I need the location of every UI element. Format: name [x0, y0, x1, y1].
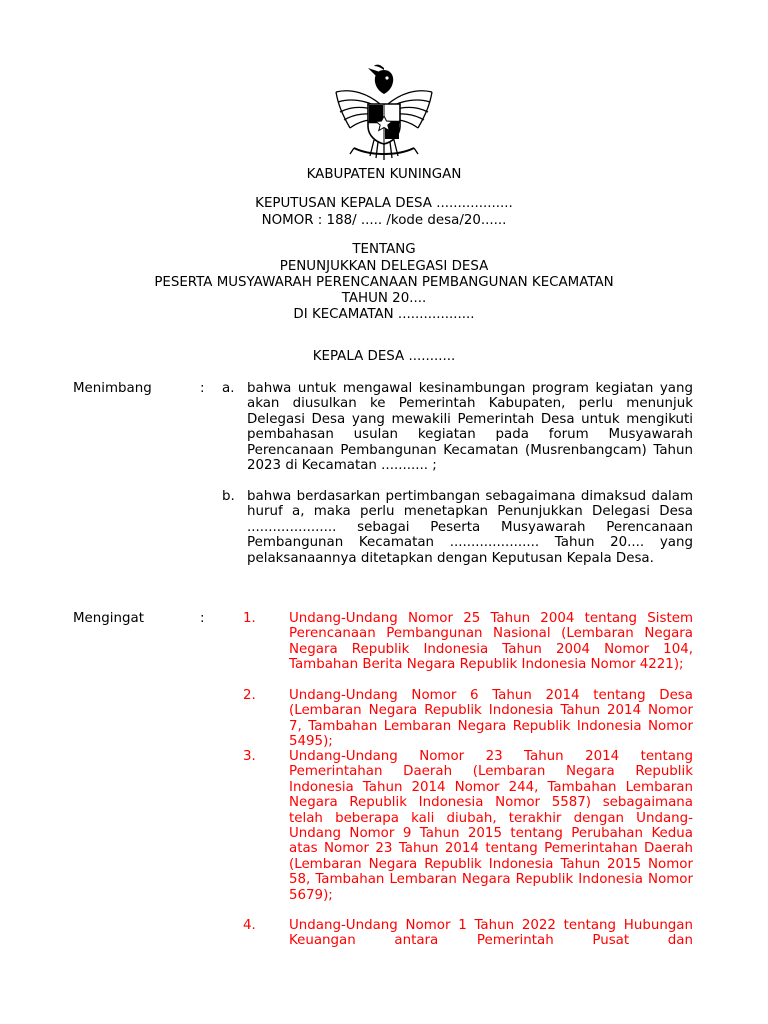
subject-line: PENUNJUKKAN DELEGASI DESA	[279, 259, 489, 274]
garuda-emblem-icon	[330, 64, 438, 164]
subject-line: TAHUN 20....	[341, 291, 427, 306]
subject-line: PESERTA MUSYAWARAH PERENCANAAN PEMBANGUNAN KECAMATAN	[154, 275, 614, 290]
menimbang-item-b: bahwa berdasarkan pertimbangan sebagaimana dimaksud dalam huruf a, maka perlu menetapkan Penunjukkan Delegasi Desa ..................... sebagai Peserta Musyawarah Perencanaan Pembangunan Kecamatan ..................... Tahun 20.... yang pelaksanaannya ditetapkan dengan Keputusan Kepala Desa.	[247, 489, 693, 566]
mengingat-label: Mengingat	[73, 611, 144, 626]
decree-title: KEPUTUSAN KEPALA DESA ..................	[255, 196, 513, 211]
mengingat-item-3: Undang-Undang Nomor 23 Tahun 2014 tentang Pemerintahan Daerah (Lembaran Negara Republik Indonesia Tahun 2014 Nomor 244, Tambahan Lembaran Negara Republik Indonesia Nomor 5587) sebagaimana telah beberapa kali diubah, terakhir dengan Undang-Undang Nomor 9 Tahun 2015 tentang Perubahan Kedua atas Nomor 23 Tahun 2014 tentang Pemerintahan Daerah (Lembaran Negara Republik Indonesia Tahun 2015 Nomor 58, Tambahan Lembaran Negara Republik Indonesia Nomor 5679);	[289, 749, 693, 903]
mengingat-marker-4: 4.	[243, 918, 256, 933]
subject-line: DI KECAMATAN ..................	[293, 307, 475, 322]
decree-number: NOMOR : 188/ ..... /kode desa/20......	[261, 213, 507, 228]
mengingat-item-1: Undang-Undang Nomor 25 Tahun 2004 tentang Sistem Perencanaan Pembangunan Nasional (Lembaran Negara Negara Republik Indonesia Tahun 2004 Nomor 104, Tambahan Berita Negara Republik Indonesia Nomor 4221);	[289, 611, 693, 673]
regency-heading: KABUPATEN KUNINGAN	[306, 167, 462, 182]
menimbang-label: Menimbang	[73, 381, 152, 396]
mengingat-item-2: Undang-Undang Nomor 6 Tahun 2014 tentang Desa (Lembaran Negara Republik Indonesia Tahun 2014 Nomor 7, Tambahan Lembaran Negara Republik Indonesia Nomor 5495);	[289, 688, 693, 750]
mengingat-marker-2: 2.	[243, 688, 256, 703]
mengingat-item-4: Undang-Undang Nomor 1 Tahun 2022 tentang Hubungan Keuangan antara Pemerintah Pusat dan	[289, 918, 693, 949]
mengingat-marker-3: 3.	[243, 749, 256, 764]
mengingat-colon: :	[200, 611, 205, 626]
menimbang-colon: :	[200, 381, 205, 396]
mengingat-marker-1: 1.	[243, 611, 256, 626]
menimbang-marker-a: a.	[222, 381, 235, 396]
menimbang-item-a: bahwa untuk mengawal kesinambungan program kegiatan yang akan diusulkan ke Pemerintah Kabupaten, perlu menunjuk Delegasi Desa yang mewakili Pemerintah Desa untuk mengikuti pembahasan usulan kegiatan pada forum Musyawarah Perencanaan Pembangunan Kecamatan (Musrenbangcam) Tahun 2023 di Kecamatan ........... ;	[247, 381, 693, 474]
issuer-heading: KEPALA DESA ...........	[312, 349, 456, 364]
menimbang-marker-b: b.	[222, 489, 235, 504]
subject-heading: TENTANG	[352, 242, 416, 257]
